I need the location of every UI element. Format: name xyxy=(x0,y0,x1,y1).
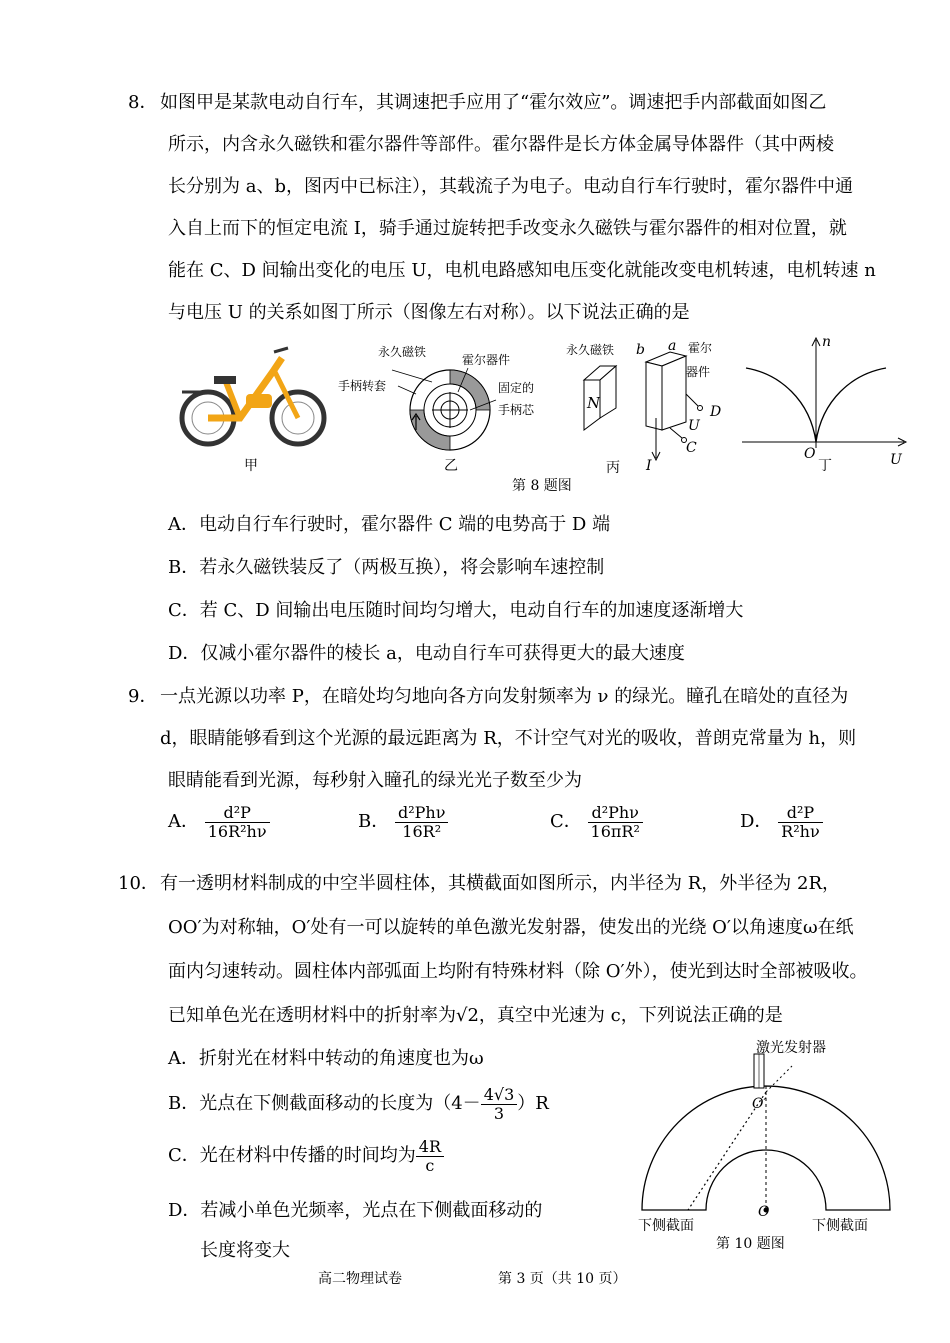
q10-figure xyxy=(630,1030,900,1256)
hall-element-diagram xyxy=(584,352,703,460)
q9-option-b xyxy=(358,804,448,840)
q9-option-a xyxy=(168,804,270,840)
q8-option-b: B．若永久磁铁装反了（两极互换），将会影响车速控制 xyxy=(168,557,605,578)
fig8-bing-U: U xyxy=(688,418,700,434)
q9-line-3: 眼睛能看到光源，每秒射入瞳孔的绿光光子数至少为 xyxy=(168,770,582,791)
fig8-yi-core-2: 手柄芯 xyxy=(498,403,535,417)
q8-line-3: 长分别为 a、b，图丙中已标注），其载流子为电子。电动自行车行驶时，霍尔器件中通 xyxy=(168,176,853,197)
q10-option-b-fraction xyxy=(481,1086,518,1122)
fig8-yi-core-1: 固定的 xyxy=(498,381,535,395)
q9-option-a-den: 16R²hν xyxy=(207,821,267,841)
q8-line-2: 所示，内含永久磁铁和霍尔器件等部件。霍尔器件是长方体金属导体器件（其中两棱 xyxy=(168,134,834,155)
fig8-yi-hall: 霍尔器件 xyxy=(462,353,511,367)
fig10-O-prime: O′ xyxy=(752,1096,767,1112)
q9-option-d-num: d²P xyxy=(778,804,823,823)
q9-option-b-num: d²Phν xyxy=(395,804,448,823)
q9-option-c-fraction xyxy=(588,804,643,840)
footer-subject: 高二物理试卷 xyxy=(318,1271,402,1287)
q9-option-c-den: 16πR² xyxy=(590,821,640,841)
q9-option-d-label: D． xyxy=(740,811,773,833)
q9-option-d-fraction xyxy=(778,804,823,840)
fig10-left-face: 下侧截面 xyxy=(638,1218,694,1234)
fig8-bing-hall-2: 器件 xyxy=(686,365,711,379)
q9-option-c-label: C． xyxy=(550,811,582,833)
q8-line-6: 与电压 U 的关系如图丁所示（图像左右对称）。以下说法正确的是 xyxy=(168,302,690,323)
q8-number: 8． xyxy=(128,92,158,113)
fig8-bing-C: C xyxy=(686,440,697,456)
fig8-ding-O: O xyxy=(804,446,816,462)
q8-line-5: 能在 C、D 间输出变化的电压 U，电机电路感知电压变化就能改变电机转速，电机转速 n xyxy=(168,260,876,281)
q10-option-a: A．折射光在材料中转动的角速度也为ω xyxy=(168,1048,484,1069)
hollow-half-cylinder xyxy=(642,1066,890,1210)
q8-line-4: 入自上而下的恒定电流 I，骑手通过旋转把手改变永久磁铁与霍尔器件的相对位置，就 xyxy=(168,218,847,239)
fig8-bing-N: N xyxy=(587,394,601,412)
q9-option-a-num: d²P xyxy=(205,804,270,823)
footer-page-number: 第 3 页（共 10 页） xyxy=(498,1271,627,1287)
q10-line-4: 已知单色光在透明材料中的折射率为√2，真空中光速为 c，下列说法正确的是 xyxy=(168,1005,783,1026)
fig10-caption: 第 10 题图 xyxy=(716,1236,785,1252)
fig8-caption: 第 8 题图 xyxy=(512,478,572,494)
fig8-label-yi: 乙 xyxy=(444,458,458,474)
q10-option-d-line-2: 长度将变大 xyxy=(200,1240,290,1261)
fig8-label-jia: 甲 xyxy=(244,458,258,474)
q10-line-1: 有一透明材料制成的中空半圆柱体，其横截面如图所示，内半径为 R，外半径为 2R， xyxy=(160,873,840,894)
q8-line-1: 如图甲是某款电动自行车，其调速把手应用了“霍尔效应”。调速把手内部截面如图乙 xyxy=(160,92,827,113)
q10-option-b xyxy=(168,1086,549,1122)
fig8-label-bing: 丙 xyxy=(606,460,620,476)
q8-option-d: D．仅减小霍尔器件的棱长 a，电动自行车可获得更大的最大速度 xyxy=(168,643,685,664)
fig8-yi-sleeve: 手柄转套 xyxy=(338,379,387,393)
q9-number: 9． xyxy=(128,686,158,707)
q9-option-a-fraction xyxy=(205,804,270,840)
q9-option-b-label: B． xyxy=(358,811,390,833)
fig10-O: O xyxy=(758,1204,770,1220)
q9-option-d xyxy=(740,804,823,840)
q9-option-a-label: A． xyxy=(168,811,199,833)
q8-option-a: A．电动自行车行驶时，霍尔器件 C 端的电势高于 D 端 xyxy=(168,514,611,535)
fig8-bing-a: a xyxy=(668,338,677,354)
fig8-bing-hall-1: 霍尔 xyxy=(688,341,713,355)
q10-option-c-den: c xyxy=(425,1155,435,1175)
q8-option-c: C．若 C、D 间输出电压随时间均匀增大，电动自行车的加速度逐渐增大 xyxy=(168,600,744,621)
bicycle-illustration xyxy=(182,348,324,444)
q9-option-b-fraction xyxy=(395,804,448,840)
q10-option-d-line-1: D．若减小单色光频率，光点在下侧截面移动的 xyxy=(168,1200,543,1221)
q10-option-c-fraction xyxy=(416,1138,444,1174)
q9-option-c xyxy=(550,804,643,840)
fig8-bing-magnet: 永久磁铁 xyxy=(566,343,615,357)
q10-option-b-post: ）R xyxy=(517,1093,549,1115)
fig8-yi-magnet: 永久磁铁 xyxy=(378,345,427,359)
q10-line-3: 面内匀速转动。圆柱体内部弧面上均附有特殊材料（除 O′外），使光到达时全部被吸收。 xyxy=(168,961,868,982)
q10-option-c xyxy=(168,1138,444,1174)
fig10-right-face: 下侧截面 xyxy=(812,1218,868,1234)
laser-emitter xyxy=(754,1054,764,1088)
q10-option-b-pre: B．光点在下侧截面移动的长度为（4－ xyxy=(168,1093,481,1115)
fig8-bing-b: b xyxy=(636,342,645,358)
fig8-label-ding: 丁 xyxy=(818,458,832,474)
fig8-ding-U: U xyxy=(890,452,902,468)
q10-option-c-num: 4R xyxy=(416,1138,444,1157)
fig8-bing-I: I xyxy=(646,458,652,474)
q10-number: 10． xyxy=(118,873,159,894)
q9-option-b-den: 16R² xyxy=(402,821,442,841)
handle-cross-section xyxy=(392,368,496,450)
q10-line-2: OO′为对称轴，O′处有一可以旋转的单色激光发射器，使发出的光绕 O′以角速度ω在纸 xyxy=(168,917,854,938)
fig8-bing-D: D xyxy=(710,404,722,420)
q9-line-1: 一点光源以功率 P，在暗处均匀地向各方向发射频率为 ν 的绿光。瞳孔在暗处的直径为 xyxy=(160,686,849,707)
q10-option-b-num: 4√3 xyxy=(481,1086,518,1105)
q9-line-2: d，眼睛能够看到这个光源的最远距离为 R，不计空气对光的吸收，普朗克常量为 h，则 xyxy=(160,728,857,749)
q9-option-c-num: d²Phν xyxy=(588,804,643,823)
fig8-ding-n: n xyxy=(822,334,832,350)
q8-figure xyxy=(170,330,910,500)
q10-option-c-pre: C．光在材料中传播的时间均为 xyxy=(168,1145,416,1167)
q9-option-d-den: R²hν xyxy=(781,821,820,841)
n-u-graph xyxy=(742,338,906,448)
q10-option-b-den: 3 xyxy=(493,1103,505,1123)
fig10-laser-label: 激光发射器 xyxy=(756,1040,826,1056)
